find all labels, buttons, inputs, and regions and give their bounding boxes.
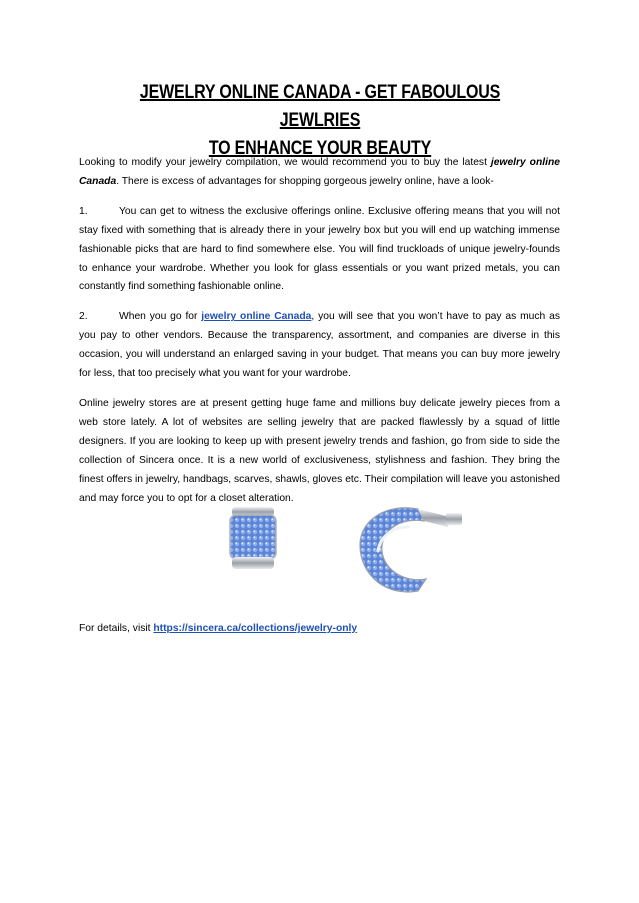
title-line-2: TO ENHANCE YOUR BEAUTY (208, 137, 432, 159)
sincera-url-link[interactable]: https://sincera.ca/collections/jewelry-only (153, 623, 358, 634)
small-earring-image (230, 507, 276, 569)
title-line-1: JEWELRY ONLINE CANADA - GET FABOULOUS JEWLRIES (139, 81, 501, 131)
intro-paragraph (79, 154, 560, 192)
intro-text-end: . There is excess of advantages for shopping gorgeous jewelry online, have a look- (116, 175, 494, 187)
point-2-text: When you go for (119, 311, 202, 323)
jewelry-images (210, 487, 470, 607)
intro-emphasis: jewelry online Canada (79, 157, 560, 187)
footer-prefix: For details, visit (79, 623, 154, 634)
footer-line (79, 620, 357, 638)
document-title (115, 78, 525, 162)
earrings-illustration (210, 487, 470, 607)
intro-text: Looking to modify your jewelry compilation, we would recommend you to buy the latest (79, 157, 491, 168)
hoop-earring-image (360, 508, 462, 592)
point-1-paragraph (79, 203, 560, 298)
jewelry-online-canada-link[interactable]: jewelry online Canada (201, 311, 312, 323)
closing-paragraph: Online jewelry stores are at present getting huge fame and millions buy delicate jewelry pieces from a web store lately. A lot of websites are selling jewelry that are packed flawlessly by a squad of little designers. If you are looking to keep up with present jewelry trends and fashion, go from side to side the collection of Sincera once. It is a new world of exclusiveness, stylishness and fashion. They bring the finest offers in jewelry, handbags, scarves, shawls, gloves etc. Their compilation will leave you astonished and may force you to opt for a closet alteration. (79, 397, 560, 504)
point-1-number: 1. (79, 205, 88, 217)
point-2-number: 2. (79, 311, 88, 323)
point-2-text-end: , you will see that you won’t have to pay as much as you pay to other vendors. Because the transparency, assortment, and companies are diverse in this occasion, you will understand an enlarged saving in your budget. That means you can buy more jewelry for less, that too precisely what you want for your wardrobe. (79, 311, 560, 380)
point-2-paragraph (79, 308, 560, 384)
point-1-text: You can get to witness the exclusive offerings online. Exclusive offering means that you will not stay fixed with something that is already there in your jewelry box but you will end up watching immense fashionable picks that are hard to find somewhere else. You will find truckloads of unique jewelry-founds to enhance your wardrobe. Whether you look for glass essentials or you want prized metals, you can constantly find something fashionable online. (79, 205, 560, 293)
document-body (79, 154, 560, 519)
